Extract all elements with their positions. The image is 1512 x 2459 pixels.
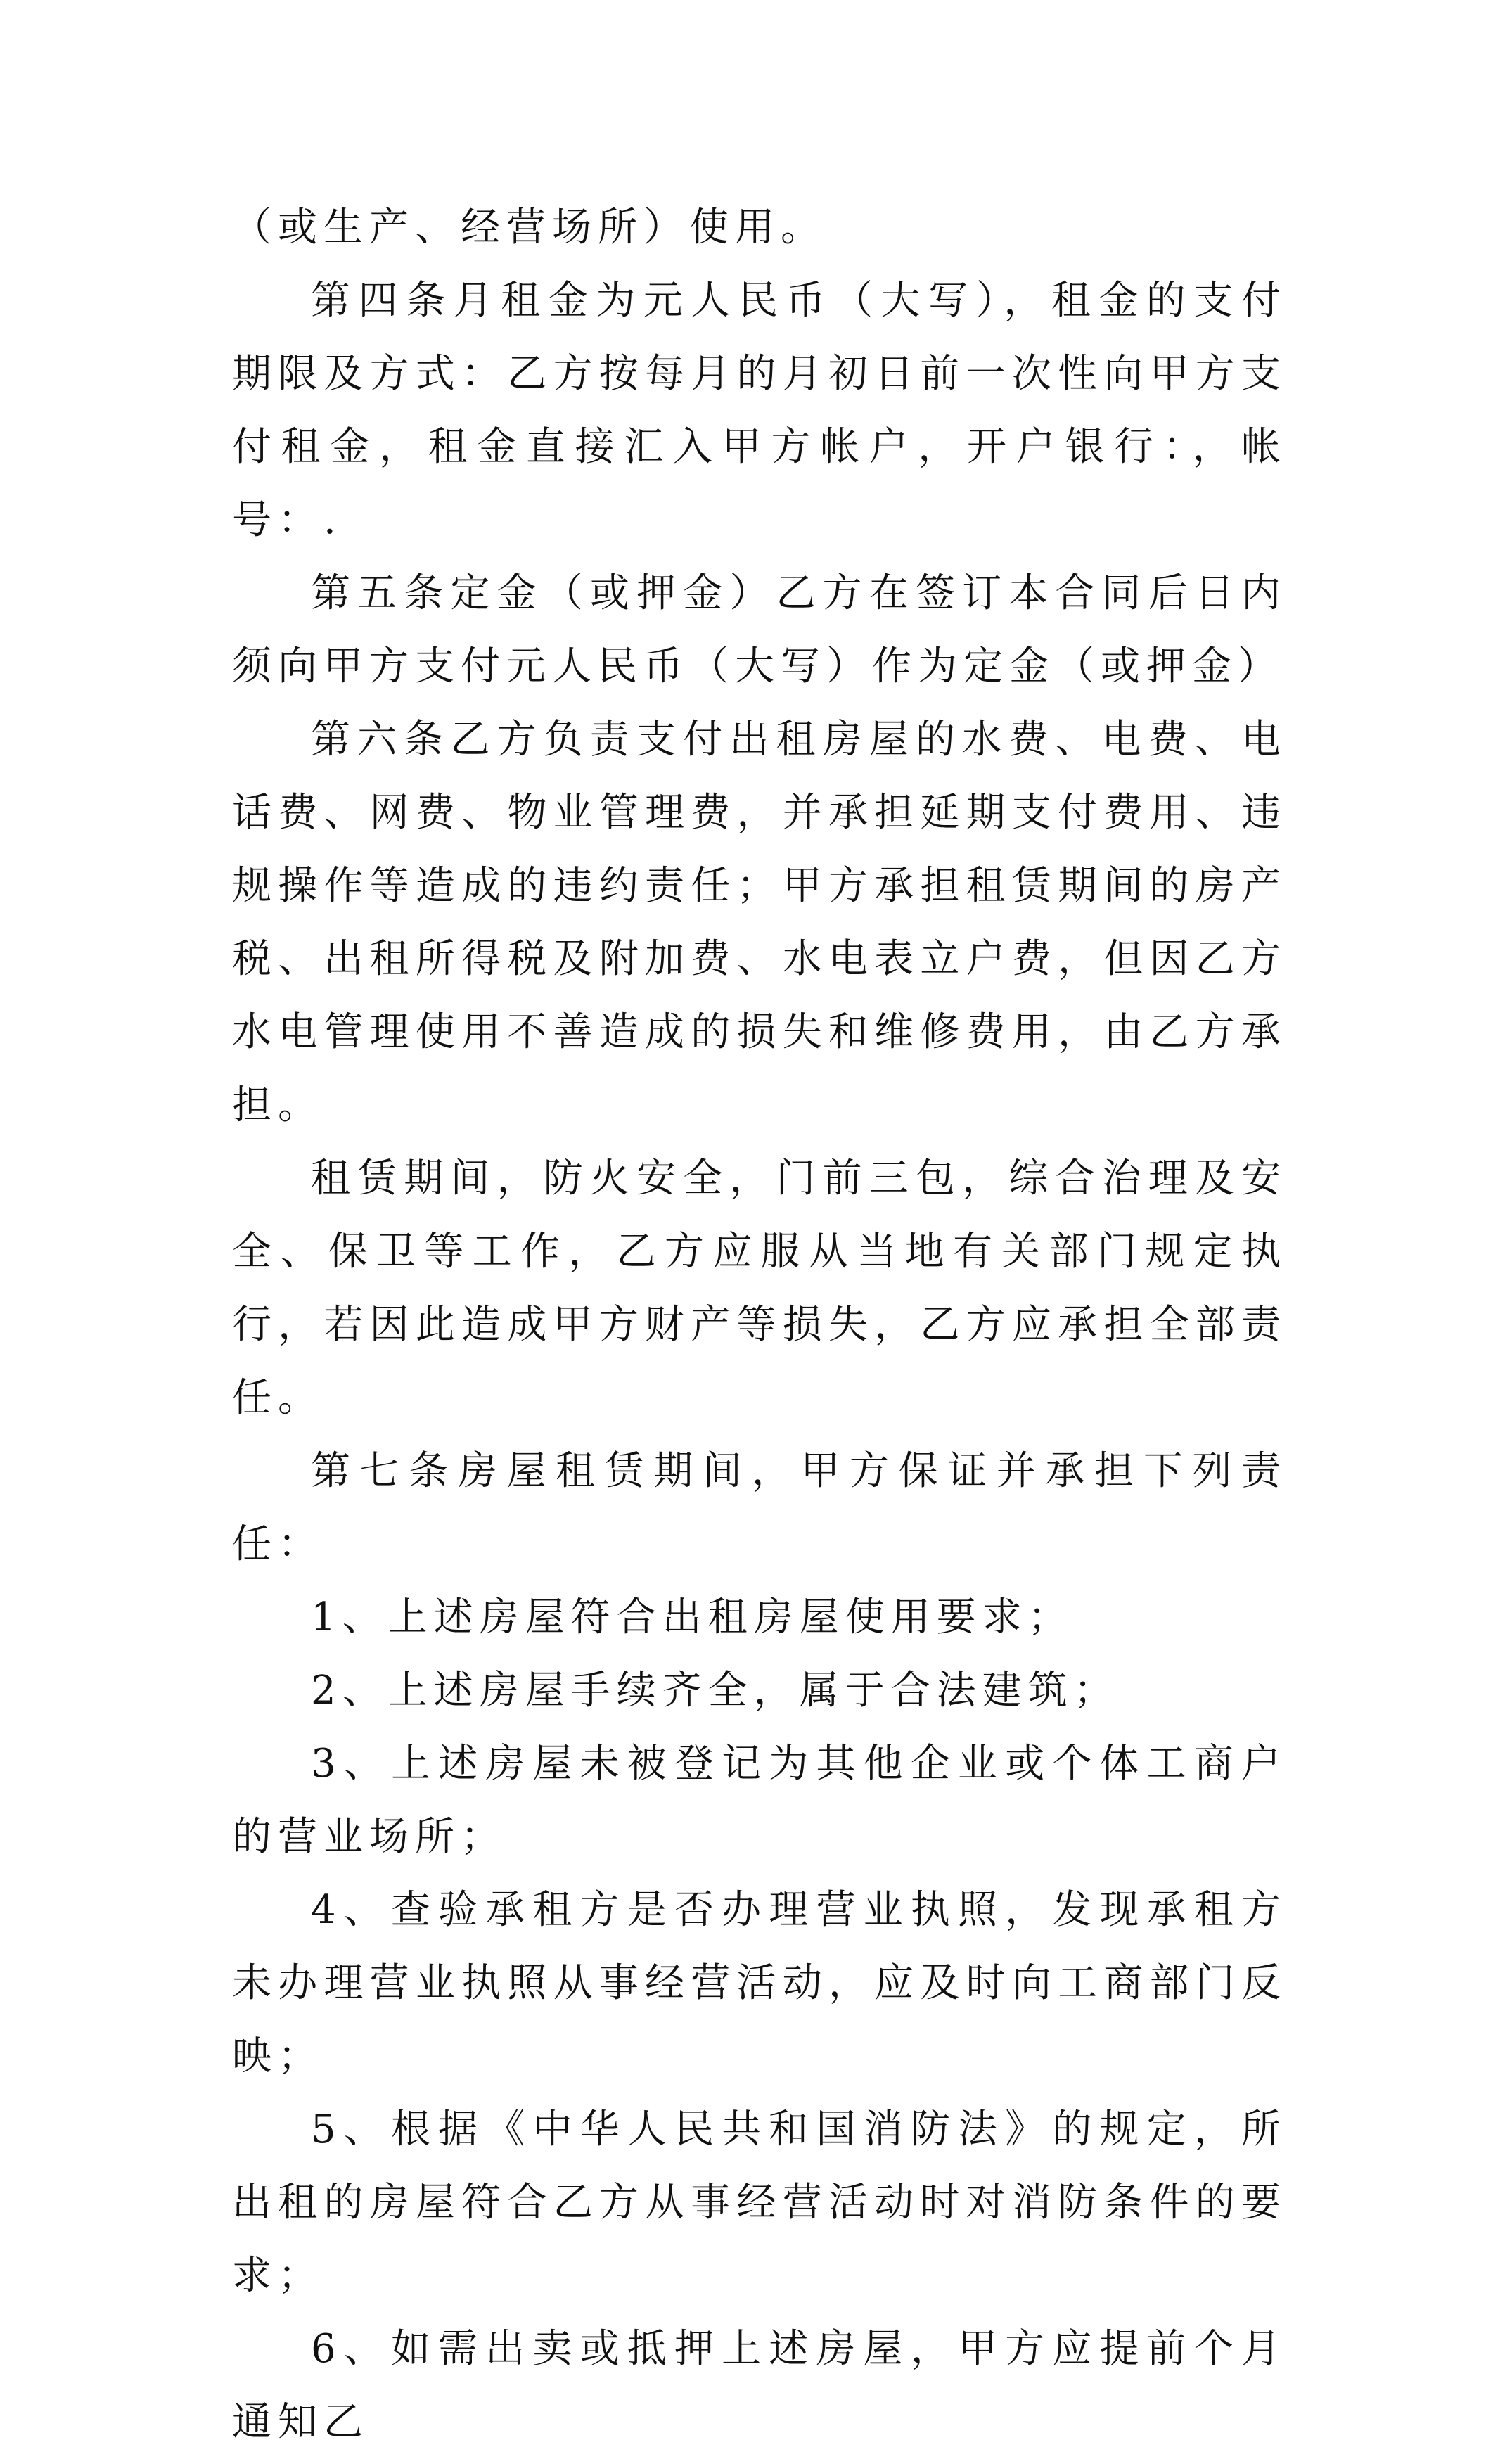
list-item-2: 2、上述房屋手续齐全，属于合法建筑；	[311, 1668, 1120, 1713]
list-item-3: 3、上述房屋未被登记为其他企业或个体工商户的营业场所；	[232, 1741, 1287, 1860]
list-item-4: 4、查验承租方是否办理营业执照，发现承租方未办理营业执照从事经营活动，应及时向工商部门反映；	[232, 1887, 1287, 2079]
paragraph-article-6-fees: 第六条乙方负责支付出租房屋的水费、电费、电话费、网费、物业管理费，并承担延期支付费用、违规操作等造成的违约责任；甲方承担租赁期间的房产税、出租所得税及附加费、水电表立户费，但因乙方水电管理使用不善造成的损失和维修费用，由乙方承担。	[232, 717, 1287, 1128]
paragraph-article-5-deposit: 第五条定金（或押金）乙方在签订本合同后日内须向甲方支付元人民币（大写）作为定金（或押金）	[232, 570, 1287, 689]
contract-body	[232, 191, 1287, 2459]
paragraph-lease-safety: 租赁期间，防火安全，门前三包，综合治理及安全、保卫等工作，乙方应服从当地有关部门规定执行，若因此造成甲方财产等损失，乙方应承担全部责任。	[232, 1156, 1287, 1421]
paragraph-article-4-rent: 第四条月租金为元人民币（大写），租金的支付期限及方式：乙方按每月的月初日前一次性向甲方支付租金，租金直接汇入甲方帐户，开户银行：，帐号：.	[232, 278, 1287, 543]
list-item-1: 1、上述房屋符合出租房屋使用要求；	[311, 1595, 1074, 1640]
paragraph-usage-continued: （或生产、经营场所）使用。	[232, 205, 826, 250]
list-item-5: 5、根据《中华人民共和国消防法》的规定，所出租的房屋符合乙方从事经营活动时对消防条件的要求；	[232, 2107, 1287, 2299]
paragraph-article-7-intro: 第七条房屋租赁期间，甲方保证并承担下列责任：	[232, 1448, 1287, 1567]
list-item-6: 6、如需出卖或抵押上述房屋，甲方应提前个月通知乙	[232, 2326, 1287, 2445]
